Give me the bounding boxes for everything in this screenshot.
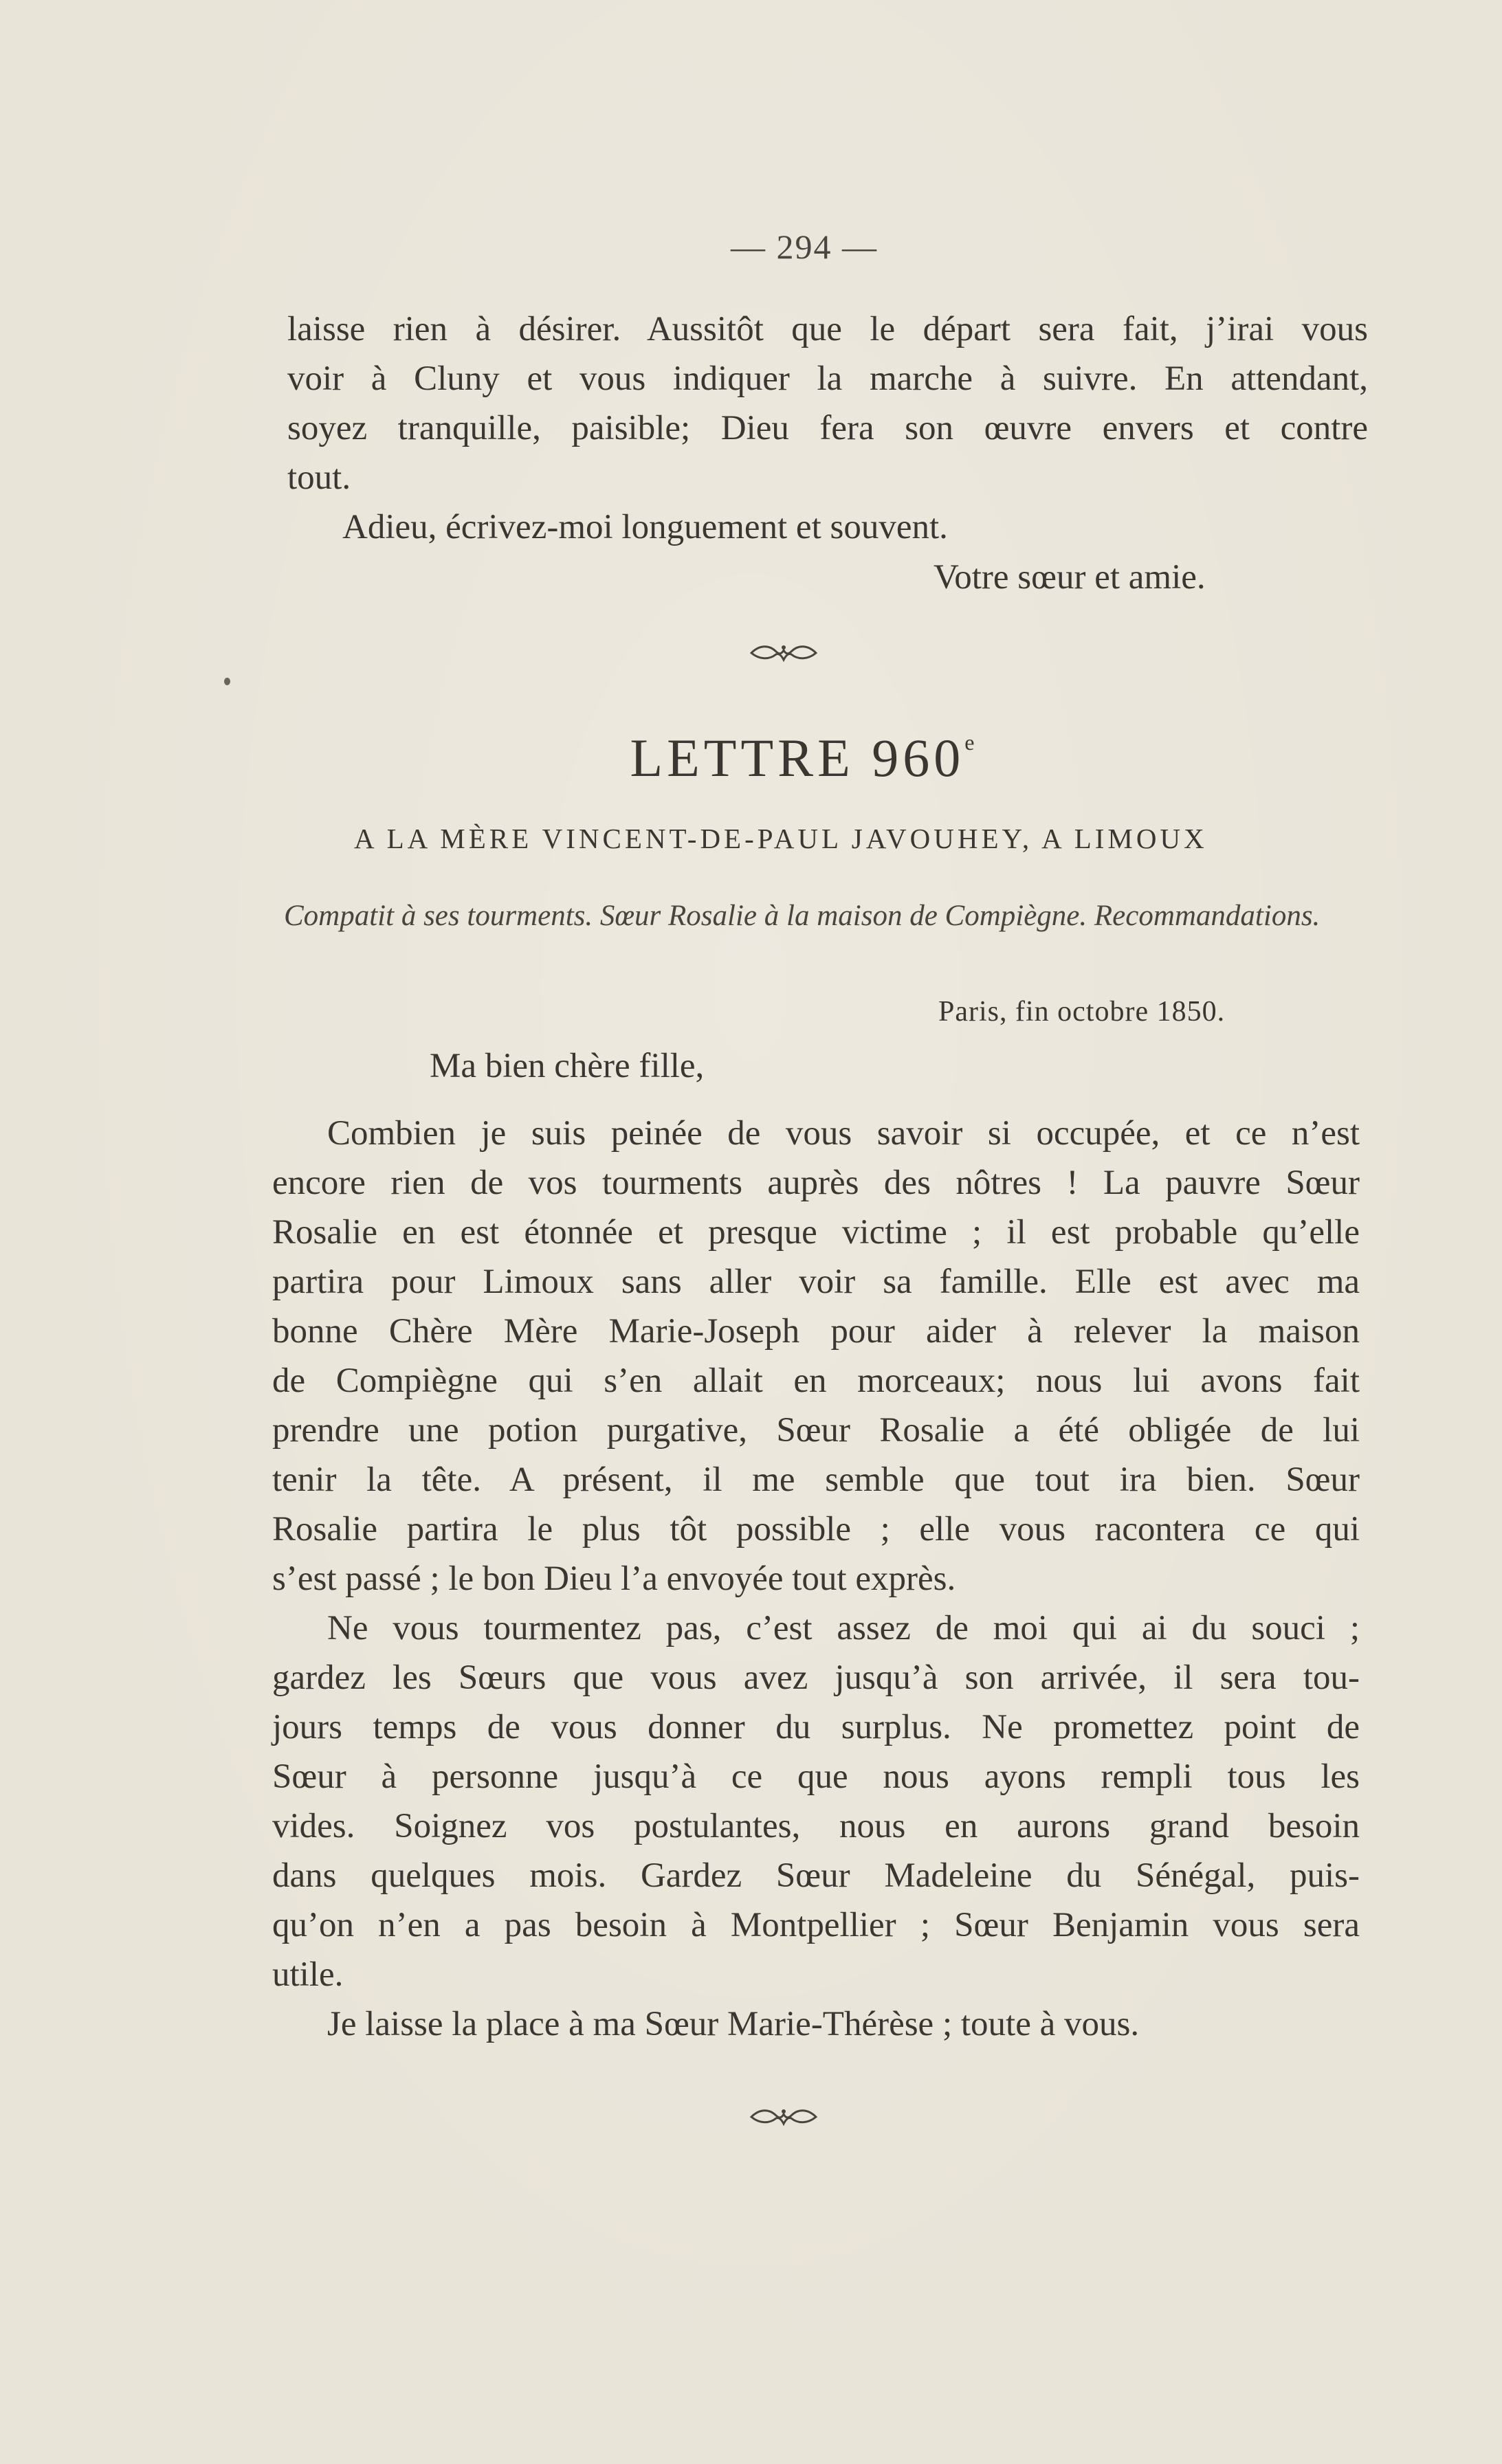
text-line: tenir la tête. A présent, il me semble que tout ira bien. Sœur bbox=[272, 1461, 1360, 1499]
text-line: Ne vous tourmentez pas, c’est assez de moi qui ai du souci ; bbox=[327, 1609, 1360, 1647]
text-line: tout. bbox=[287, 458, 351, 497]
text-line: jours temps de vous donner du surplus. Ne promettez point de bbox=[272, 1708, 1360, 1746]
text-line: qu’on n’en a pas besoin à Montpellier ; Sœur Benjamin vous sera bbox=[272, 1906, 1360, 1944]
text-line: prendre une potion purgative, Sœur Rosalie a été obligée de lui bbox=[272, 1411, 1360, 1450]
text-line: voir à Cluny et vous indiquer la marche à suivre. En attendant, bbox=[287, 359, 1368, 398]
letter-addressee: A LA MÈRE VINCENT-DE-PAUL JAVOUHEY, A LIMOUX bbox=[354, 823, 1208, 854]
fleuron-ornament-icon bbox=[746, 639, 821, 667]
text-line: utile. bbox=[272, 1955, 344, 1994]
continued-paragraph bbox=[287, 304, 1368, 552]
letter-title-suffix: e bbox=[964, 730, 979, 755]
text-line: laisse rien à désirer. Aussitôt que le départ sera fait, j’irai vous bbox=[287, 310, 1368, 348]
letter-summary: Compatit à ses tourments. Sœur Rosalie à la maison de Compiègne. Recommandations. bbox=[284, 900, 1321, 932]
paper-speck bbox=[224, 678, 230, 685]
text-line: gardez les Sœurs que vous avez jusqu’à son arrivée, il sera tou- bbox=[272, 1658, 1360, 1697]
text-line: vides. Soignez vos postulantes, nous en aurons grand besoin bbox=[272, 1807, 1360, 1845]
text-line: bonne Chère Mère Marie-Joseph pour aider à relever la maison bbox=[272, 1312, 1360, 1351]
text-line: partira pour Limoux sans aller voir sa famille. Elle est avec ma bbox=[272, 1263, 1360, 1301]
page-number: — 294 — bbox=[731, 227, 878, 266]
text-line: dans quelques mois. Gardez Sœur Madeleine du Sénégal, puis- bbox=[272, 1856, 1360, 1895]
text-line: Combien je suis peinée de vous savoir si occupée, et ce n’est bbox=[327, 1114, 1360, 1153]
text-line: encore rien de vos tourments auprès des nôtres ! La pauvre Sœur bbox=[272, 1164, 1360, 1202]
closing-signature: Votre sœur et amie. bbox=[934, 558, 1206, 597]
farewell-line: Adieu, écrivez-moi longuement et souvent. bbox=[342, 508, 948, 546]
text-line: Je laisse la place à ma Sœur Marie-Thérèse ; toute à vous. bbox=[327, 2005, 1140, 2043]
text-line: Rosalie en est étonnée et presque victime ; il est probable qu’elle bbox=[272, 1213, 1360, 1252]
text-line: de Compiègne qui s’en allait en morceaux; nous lui avons fait bbox=[272, 1362, 1360, 1400]
letter-title-text: LETTRE 960 bbox=[630, 728, 965, 788]
text-line: Sœur à personne jusqu’à ce que nous ayons rempli tous les bbox=[272, 1757, 1360, 1796]
text-line: Rosalie partira le plus tôt possible ; elle vous racontera ce qui bbox=[272, 1510, 1360, 1549]
letter-body bbox=[272, 1109, 1360, 2049]
text-line: s’est passé ; le bon Dieu l’a envoyée tout exprès. bbox=[272, 1560, 956, 1598]
letter-title bbox=[0, 727, 1502, 789]
letter-salutation: Ma bien chère fille, bbox=[430, 1047, 705, 1085]
fleuron-ornament-icon bbox=[746, 2103, 821, 2131]
text-line: soyez tranquille, paisible; Dieu fera son œuvre envers et contre bbox=[287, 409, 1368, 447]
letter-dateline: Paris, fin octobre 1850. bbox=[938, 996, 1226, 1028]
